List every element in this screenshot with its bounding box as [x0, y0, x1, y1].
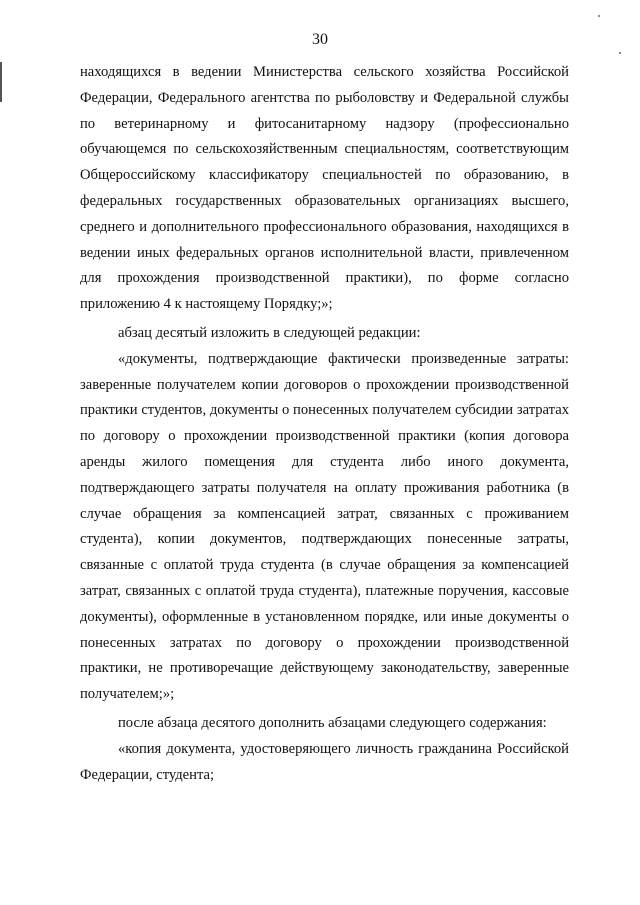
page-number: 30 — [312, 31, 328, 48]
paragraph-documents-list: «документы, подтверждающие фактически произведенные затраты: заверенные получателем копии договоров о прохождении производственной практики студентов, документы о понесенных получателем субсидии затратах по договору о прохождении производственной практики (копия договора аренды жилого помещения для студента либо иного документа, подтверждающего затраты получателя на оплату проживания работника (в случае обращения за компенсацией затрат, связанных с проживанием студента), копии документов, подтверждающих понесенные затраты, связанные с оплатой труда студента (в случае обращения за компенсацией затрат, связанных с оплатой труда студента), платежные поручения, кассовые документы), оформленные в установленном порядке, или иные документы о понесенных затратах по договору о прохождении производственной практики, не противоречащие действующему законодательству, заверенные получателем;»; — [80, 350, 569, 703]
paragraph-continuation: находящихся в ведении Министерства сельского хозяйства Российской Федерации, Федерального агентства по рыболовству и Федеральной службы по ветеринарному и фитосанитарному надзору (профессионально обучающемся по сельскохозяйственным специальностям, соответствующим Общероссийскому классификатору специальностей по образованию, в федеральных государственных образовательных организациях высшего, среднего и дополнительного профессионального образования, находящихся в ведении иных федеральных органов исполнительной власти, привлеченном для прохождения производственной практики), по форме согласно приложению 4 к настоящему Порядку;»; — [80, 64, 569, 313]
scan-dust-mark — [619, 52, 621, 54]
paragraph-passport-copy: «копия документа, удостоверяющего личность гражданина Российской Федерации, студента; — [80, 740, 569, 783]
document-body — [80, 60, 569, 788]
paragraph-addition-instruction: после абзаца десятого дополнить абзацами следующего содержания: — [118, 714, 547, 731]
paragraph-amendment-instruction: абзац десятый изложить в следующей редакции: — [118, 324, 421, 341]
scan-dust-mark — [598, 15, 600, 17]
scan-edge-mark — [0, 62, 2, 102]
